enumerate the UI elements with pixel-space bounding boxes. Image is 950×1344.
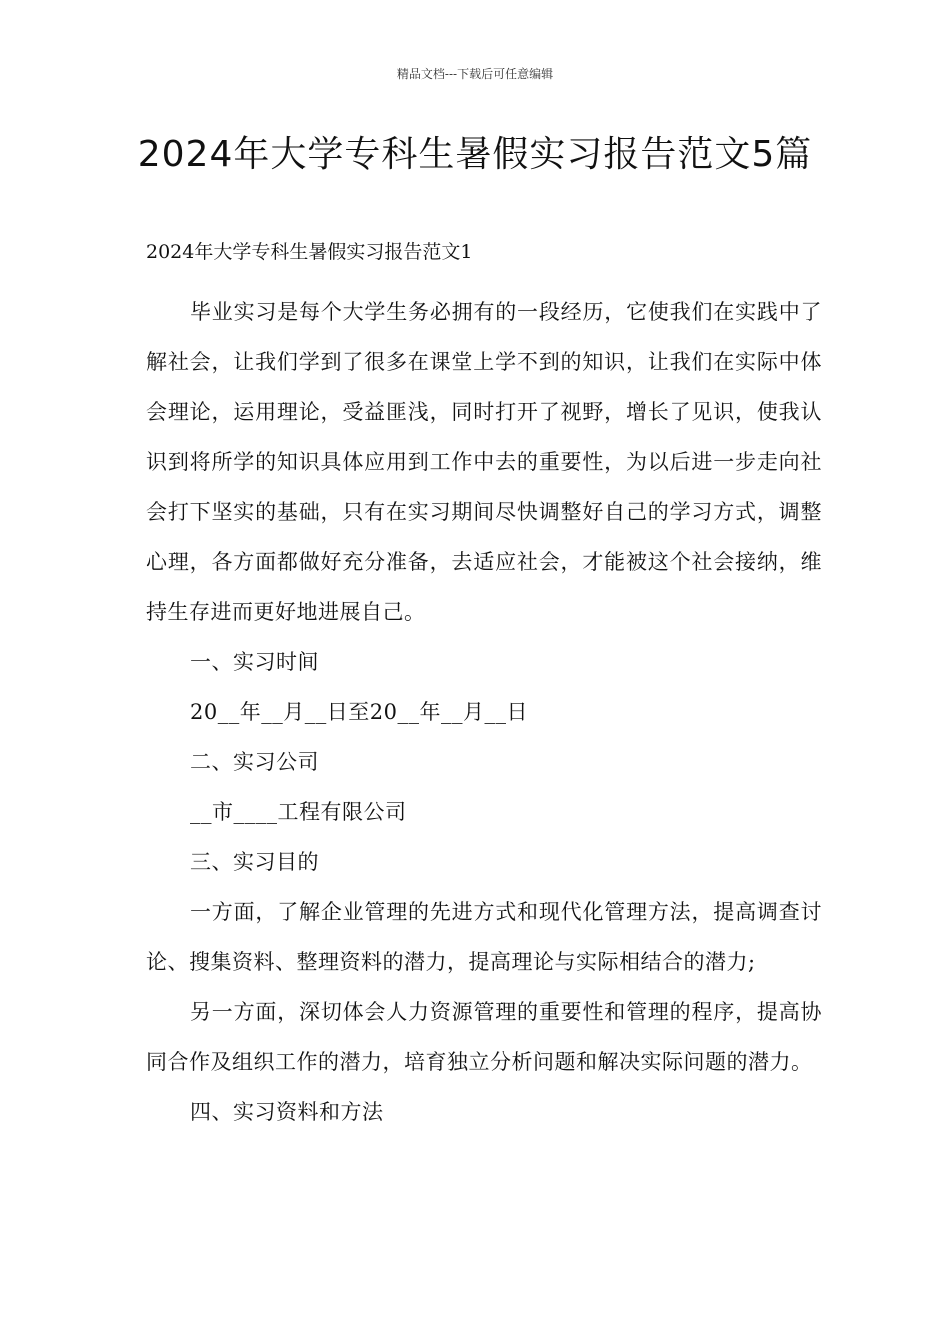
heading-internship-company: 二、实习公司 (190, 750, 319, 774)
paragraph-internship-dates: 20__年__月__日至20__年__月__日 (190, 700, 528, 724)
document-title: 2024年大学专科生暑假实习报告范文5篇 (137, 134, 813, 175)
page-header: 精品文档---下载后可任意编辑 (396, 67, 554, 81)
paragraph-purpose-one: 一方面，了解企业管理的先进方式和现代化管理方法，提高调查讨论、搜集资料、整理资料的潜力，提高理论与实际相结合的潜力; (146, 900, 822, 974)
heading-internship-purpose: 三、实习目的 (190, 850, 319, 874)
paragraph-intro: 毕业实习是每个大学生务必拥有的一段经历，它使我们在实践中了解社会，让我们学到了很多在课堂上学不到的知识，让我们在实际中体会理论，运用理论，受益匪浅，同时打开了视野，增长了见识，使我认识到将所学的知识具体应用到工作中去的重要性，为以后进一步走向社会打下坚实的基础，只有在实习期间尽快调整好自己的学习方式，调整心理，各方面都做好充分准备，去适应社会，才能被这个社会接纳，维持生存进而更好地进展自己。 (146, 300, 822, 624)
heading-internship-time: 一、实习时间 (190, 650, 319, 674)
paragraph-purpose-two: 另一方面，深切体会人力资源管理的重要性和管理的程序，提高协同合作及组织工作的潜力，培育独立分析问题和解决实际问题的潜力。 (146, 1000, 822, 1074)
document-body (146, 236, 822, 1137)
section-title: 2024年大学专科生暑假实习报告范文1 (146, 241, 473, 263)
heading-internship-content: 四、实习资料和方法 (190, 1100, 384, 1124)
paragraph-company-name: __市____工程有限公司 (190, 800, 407, 824)
